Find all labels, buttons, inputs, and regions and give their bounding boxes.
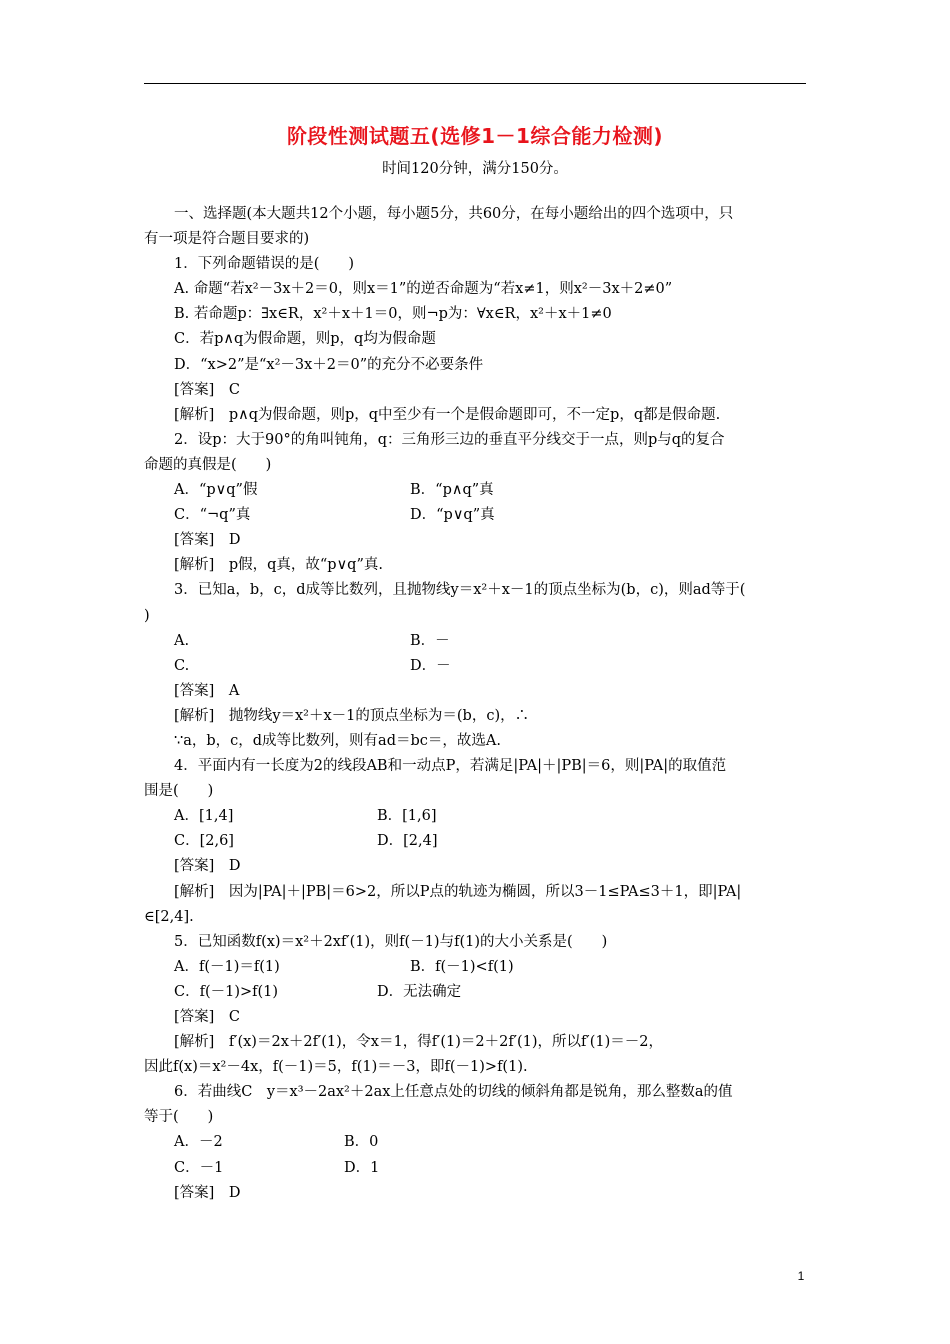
option-row <box>144 980 806 1005</box>
option-row <box>144 629 806 654</box>
option-item: B．f(－1)<f(1) <box>410 958 514 975</box>
text-line: 因此f(x)＝x²－4x，f(－1)＝5，f(1)＝－3，即f(－1)>f(1). <box>144 1059 528 1076</box>
option-item: C．[2,6] <box>174 833 234 850</box>
option-row <box>144 829 806 854</box>
option-item: A．“p∨q”假 <box>174 482 258 499</box>
text-line: 1．下列命题错误的是( ) <box>174 256 355 273</box>
option-item: C. <box>174 657 190 674</box>
option-row <box>144 478 806 503</box>
option-item: A. <box>174 632 190 649</box>
option-row <box>144 955 806 980</box>
text-line: [解析] 抛物线y＝x²＋x－1的顶点坐标为＝(b，c)，∴ <box>174 707 530 724</box>
text-line: [答案] C <box>174 1009 240 1025</box>
text-line: [答案] C <box>174 381 240 398</box>
text-line: 有一项是符合题目要求的) <box>144 231 310 248</box>
text-line: [解析] f′(x)＝2x＋2f′(1)，令x＝1，得f′(1)＝2＋2f′(1)，所以f′(1)＝－2， <box>174 1034 663 1051</box>
text-line: [答案] D <box>174 532 241 549</box>
option-item: D．－ <box>410 657 451 674</box>
option-item: B．[1,6] <box>377 808 437 825</box>
text-line: 等于( ) <box>144 1109 214 1126</box>
option-item: C．“¬q”真 <box>174 507 251 524</box>
option-row <box>144 804 806 829</box>
text-line: 6．若曲线C y＝x³－2ax²＋2ax上任意点处的切线的倾斜角都是锐角，那么整数a的值 <box>174 1084 733 1101</box>
option-item: B．0 <box>344 1134 379 1151</box>
text-line: 5．已知函数f(x)＝x²＋2xf′(1)，则f(－1)与f(1)的大小关系是( ) <box>174 933 608 950</box>
header-rule <box>144 83 806 84</box>
option-item: D．1 <box>344 1159 380 1176</box>
option-row <box>144 1156 806 1181</box>
text-line: [答案] D <box>174 858 241 875</box>
option-item: C．－1 <box>174 1159 224 1176</box>
page-number: 1 <box>797 1269 805 1283</box>
text-line: [解析] 因为|PA|＋|PB|＝6>2，所以P点的轨迹为椭圆，所以3－1≤PA≤3＋1，即|PA| <box>174 883 742 900</box>
page-subtitle: 时间120分钟，满分150分。 <box>382 161 568 177</box>
option-item: C．f(－1)>f(1) <box>174 983 279 1000</box>
text-line: 3．已知a，b，c，d成等比数列，且抛物线y＝x²＋x－1的顶点坐标为(b，c)，则ad等于( <box>174 582 746 599</box>
option-item: B．“p∧q”真 <box>410 482 494 499</box>
text-line: ) <box>144 607 150 624</box>
text-line: 一、选择题(本大题共12个小题，每小题5分，共60分，在每小题给出的四个选项中，只 <box>174 206 734 222</box>
text-line: [解析] p∧q为假命题，则p，q中至少有一个是假命题即可，不一定p，q都是假命题. <box>174 406 721 423</box>
option-item: A．f(－1)＝f(1) <box>174 958 280 975</box>
text-line: C．若p∧q为假命题，则p，q均为假命题 <box>174 331 436 348</box>
page-title: 阶段性测试题五(选修1－1综合能力检测) <box>286 124 664 148</box>
text-line: 围是( ) <box>144 783 214 800</box>
option-item: D．无法确定 <box>377 983 462 1000</box>
text-line: 命题的真假是( ) <box>144 456 272 473</box>
text-line: ∈[2,4]. <box>144 908 194 925</box>
option-item: A．－2 <box>174 1134 223 1151</box>
text-line: 4．平面内有一长度为2的线段AB和一动点P，若满足|PA|＋|PB|＝6，则|PA|的取值范 <box>174 758 727 775</box>
option-item: D．“p∨q”真 <box>410 507 495 524</box>
option-row <box>144 654 806 679</box>
text-line: [解析] p假，q真，故“p∨q”真. <box>174 557 383 574</box>
text-line: [答案] D <box>174 1184 241 1201</box>
option-row <box>144 1130 806 1155</box>
option-item: B．－ <box>410 632 450 649</box>
text-line: B. 若命题p：∃x∈R，x²＋x＋1＝0，则¬p为：∀x∈R，x²＋x＋1≠0 <box>174 306 612 323</box>
option-item: D．[2,4] <box>377 833 438 850</box>
text-line: 2．设p：大于90°的角叫钝角，q：三角形三边的垂直平分线交于一点，则p与q的复合 <box>174 431 725 448</box>
option-row <box>144 503 806 528</box>
option-item: A．[1,4] <box>174 808 234 825</box>
text-line: A. 命题“若x²－3x＋2＝0，则x＝1”的逆否命题为“若x≠1，则x²－3x＋2≠0” <box>174 281 673 298</box>
document-body <box>144 202 806 1206</box>
text-line: [答案] A <box>174 682 240 699</box>
text-line: ∵a，b，c，d成等比数列，则有ad＝bc＝，故选A. <box>174 732 501 749</box>
text-line: D．“x>2”是“x²－3x＋2＝0”的充分不必要条件 <box>174 356 484 373</box>
